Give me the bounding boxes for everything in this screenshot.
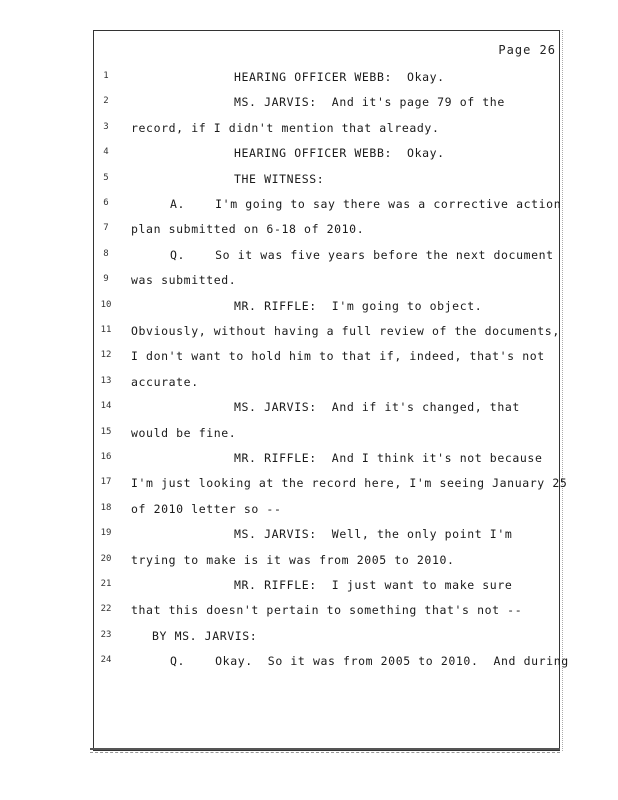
line-number: 6 — [103, 198, 109, 208]
transcript-line: trying to make is it was from 2005 to 2010. — [131, 552, 455, 567]
line-number: 8 — [103, 248, 109, 259]
line-number: 11 — [100, 325, 112, 335]
line-number: 9 — [103, 274, 109, 285]
line-number: 16 — [100, 452, 112, 462]
transcript-line: Q. Okay. So it was from 2005 to 2010. And during — [170, 654, 569, 669]
line-number: 17 — [100, 477, 112, 488]
transcript-line: MS. JARVIS: And if it's changed, that — [234, 400, 520, 415]
transcript-line: Q. So it was five years before the next document — [170, 247, 554, 262]
transcript-line: plan submitted on 6-18 of 2010. — [131, 222, 365, 237]
line-number: 19 — [100, 528, 112, 539]
transcript-line: HEARING OFFICER WEBB: Okay. — [234, 70, 445, 84]
line-number: 18 — [100, 502, 112, 513]
line-number: 22 — [100, 604, 112, 615]
line-number: 2 — [103, 96, 109, 107]
transcript-line: MS. JARVIS: Well, the only point I'm — [234, 527, 513, 542]
line-number: 15 — [100, 426, 112, 437]
line-number: 14 — [100, 401, 112, 412]
transcript-line: was submitted. — [131, 273, 237, 288]
transcript-line: I don't want to hold him to that if, indeed, that's not — [131, 349, 545, 364]
transcript-line: MR. RIFFLE: I just want to make sure — [234, 578, 513, 592]
transcript-line: BY MS. JARVIS: — [152, 628, 258, 643]
bottom-rule — [90, 748, 560, 750]
line-number: 24 — [100, 655, 112, 666]
transcript-line: I'm just looking at the record here, I'm seeing January 25 — [131, 476, 568, 491]
line-number: 23 — [100, 629, 112, 640]
page-number: Page 26 — [498, 43, 556, 57]
line-number: 20 — [100, 553, 112, 564]
transcript-line: MR. RIFFLE: I'm going to object. — [234, 298, 483, 313]
line-number: 3 — [103, 121, 109, 132]
line-number: 13 — [100, 375, 112, 386]
transcript-line: MS. JARVIS: And it's page 79 of the — [234, 95, 505, 110]
bottom-dotted-rule — [90, 752, 560, 753]
margin-rule — [562, 30, 563, 751]
transcript-line: THE WITNESS: — [234, 171, 325, 186]
line-number: 7 — [103, 223, 109, 234]
transcript-line: A. I'm going to say there was a corrective action — [170, 197, 562, 211]
line-number: 12 — [100, 350, 112, 361]
transcript-line: that this doesn't pertain to something that's not -- — [131, 603, 523, 618]
transcript-line: accurate. — [131, 374, 199, 389]
line-number: 1 — [103, 71, 109, 81]
transcript-line: MR. RIFFLE: And I think it's not because — [234, 451, 543, 465]
line-number: 4 — [103, 147, 109, 158]
transcript-line: HEARING OFFICER WEBB: Okay. — [234, 146, 445, 161]
transcript-line: Obviously, without having a full review of the documents, — [131, 324, 560, 338]
transcript-line: of 2010 letter so -- — [131, 501, 282, 516]
transcript-page — [93, 30, 560, 751]
transcript-line: record, if I didn't mention that already. — [131, 120, 440, 135]
line-number: 21 — [100, 579, 112, 589]
line-number: 5 — [103, 172, 109, 183]
line-number: 10 — [100, 299, 112, 310]
transcript-line: would be fine. — [131, 425, 237, 440]
